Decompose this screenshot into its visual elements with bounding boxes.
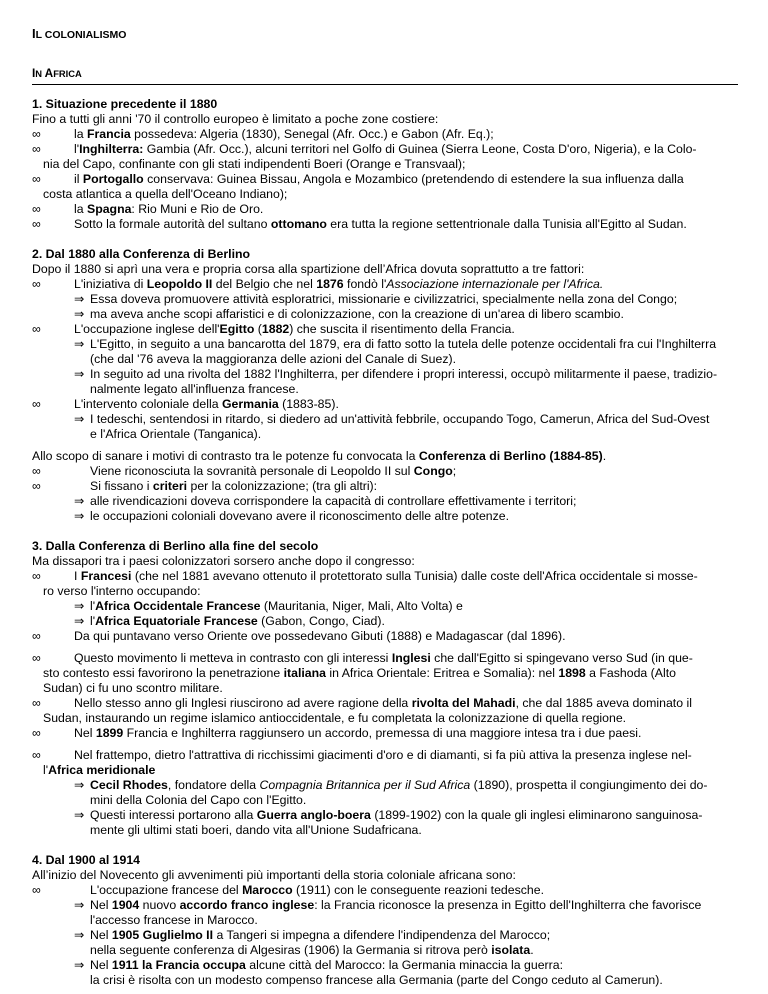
bullet-icon: ∞ [32, 202, 41, 216]
arrow-icon: ⇒ [74, 808, 85, 822]
sub-item: ⇒ Nel 1911 la Francia occupa alcune città del Marocco: la Germania minaccia la guerra: [74, 958, 563, 972]
bullet-icon: ∞ [32, 464, 41, 478]
heading-situazione-1880: 1. Situazione precedente il 1880 [32, 97, 218, 111]
arrow-icon: ⇒ [74, 928, 85, 942]
heading-fine-secolo: 3. Dalla Conferenza di Berlino alla fine del secolo [32, 539, 319, 553]
bullet-icon: ∞ [32, 569, 41, 583]
arrow-icon: ⇒ [74, 898, 85, 912]
list-item-continuation: Sudan) ci fu uno scontro militare. [43, 681, 223, 695]
list-item: ∞ l'Inghilterra: Gambia (Afr. Occ.), alcuni territori nel Golfo di Guinea (Sierra Leone, Costa D'oro, Nigeria), e la Colo- [32, 142, 697, 156]
sub-item: ⇒ ma aveva anche scopi affaristici e di colonizzazione, con la creazione di un'area di libero scambio. [74, 307, 624, 321]
paragraph: Allo scopo di sanare i motivi di contrasto tra le potenze fu convocata la Conferenza di Berlino (1884-85). [32, 449, 607, 463]
arrow-icon: ⇒ [74, 292, 85, 306]
sub-item: ⇒ Questi interessi portarono alla Guerra anglo-boera (1899-1902) con la quale gli inglesi eliminarono sanguinosa- [74, 808, 703, 822]
arrow-icon: ⇒ [74, 509, 85, 523]
bullet-icon: ∞ [32, 322, 41, 336]
sub-item: ⇒ le occupazioni coloniali dovevano avere il riconoscimento delle altre potenze. [74, 509, 510, 523]
arrow-icon: ⇒ [74, 494, 85, 508]
bullet-icon: ∞ [32, 479, 41, 493]
sub-item: ⇒ Essa doveva promuovere attività esploratrici, missionarie e civilizzatrici, specialmente nella zona del Congo; [74, 292, 678, 306]
heading-conferenza-berlino: 2. Dal 1880 alla Conferenza di Berlino [32, 247, 251, 261]
arrow-icon: ⇒ [74, 778, 85, 792]
paragraph: Fino a tutti gli anni '70 il controllo europeo è limitato a poche zone costiere: [32, 112, 439, 126]
page-title: IL COLONIALISMO [32, 26, 127, 41]
arrow-icon: ⇒ [74, 307, 85, 321]
sub-item-continuation: (che dal '76 aveva la maggioranza delle azioni del Canale di Suez). [90, 352, 457, 366]
sub-item: ⇒ In seguito ad una rivolta del 1882 l'Inghilterra, per difendere i propri interessi, occupò militarmente il paese, tradizio- [74, 367, 718, 381]
list-item: ∞ Nello stesso anno gli Inglesi riuscirono ad avere ragione della rivolta del Mahadi, che dal 1885 aveva dominato il [32, 696, 692, 710]
list-item: ∞ Questo movimento li metteva in contrasto con gli interessi Inglesi che dall'Egitto si spingevano verso Sud (in que- [32, 651, 693, 665]
section-title-africa: IN AFRICA [32, 65, 738, 85]
list-item-continuation: sto contesto essi favorirono la penetrazione italiana in Africa Orientale: Eritrea e Somalia): nel 1898 a Fashoda (Alto [43, 666, 676, 680]
sub-item-continuation: mini della Colonia del Capo con l'Egitto. [90, 793, 307, 807]
list-item-continuation: l'Africa meridionale [43, 763, 156, 777]
sub-item-continuation: l'accesso francese in Marocco. [90, 913, 258, 927]
list-item: ∞ Sotto la formale autorità del sultano ottomano era tutta la regione settentrionale dalla Tunisia all'Egitto al Sudan. [32, 217, 687, 231]
arrow-icon: ⇒ [74, 958, 85, 972]
list-item: ∞ la Spagna: Rio Muni e Rio de Oro. [32, 202, 264, 216]
sub-item-continuation: nalmente legato all'influenza francese. [90, 382, 299, 396]
sub-item: ⇒ alle rivendicazioni doveva corrispondere la capacità di controllare effettivamente i territori; [74, 494, 577, 508]
list-item: ∞ Si fissano i criteri per la colonizzazione; (tra gli altri): [32, 479, 378, 493]
list-item: ∞ la Francia possedeva: Algeria (1830), Senegal (Afr. Occ.) e Gabon (Afr. Eq.); [32, 127, 494, 141]
bullet-icon: ∞ [32, 127, 41, 141]
list-item: ∞ Nel frattempo, dietro l'attrattiva di ricchissimi giacimenti d'oro e di diamanti, si fa più attiva la presenza inglese nel- [32, 748, 692, 762]
bullet-icon: ∞ [32, 651, 41, 665]
list-item: ∞ L'intervento coloniale della Germania (1883-85). [32, 397, 339, 411]
bullet-icon: ∞ [32, 172, 41, 186]
list-item: ∞ Viene riconosciuta la sovranità personale di Leopoldo II sul Congo; [32, 464, 457, 478]
paragraph: Ma dissapori tra i paesi colonizzatori sorsero anche dopo il congresso: [32, 554, 415, 568]
bullet-icon: ∞ [32, 397, 41, 411]
arrow-icon: ⇒ [74, 367, 85, 381]
arrow-icon: ⇒ [74, 337, 85, 351]
list-item-continuation: ro verso l'interno occupando: [43, 584, 201, 598]
bullet-icon: ∞ [32, 217, 41, 231]
bullet-icon: ∞ [32, 748, 41, 762]
arrow-icon: ⇒ [74, 599, 85, 613]
sub-item: ⇒ l'Africa Equatoriale Francese (Gabon, Congo, Ciad). [74, 614, 385, 628]
list-item-continuation: Sudan, instaurando un regime islamico antioccidentale, e fu completata la colonizzazione di quella regione. [43, 711, 627, 725]
list-item-continuation: nia del Capo, confinante con gli stati indipendenti Boeri (Orange e Transvaal); [43, 157, 466, 171]
list-item: ∞ Nel 1899 Francia e Inghilterra raggiunsero un accordo, premessa di una maggiore intesa tra i due paesi. [32, 726, 642, 740]
bullet-icon: ∞ [32, 629, 41, 643]
sub-item: ⇒ l'Africa Occidentale Francese (Mauritania, Niger, Mali, Alto Volta) e [74, 599, 463, 613]
sub-item-continuation: e l'Africa Orientale (Tanganica). [90, 427, 262, 441]
list-item: ∞ L'iniziativa di Leopoldo II del Belgio che nel 1876 fondò l'Associazione internazionale per l'Africa. [32, 277, 604, 291]
list-item: ∞ Da qui puntavano verso Oriente ove possedevano Gibuti (1888) e Madagascar (dal 1896). [32, 629, 566, 643]
arrow-icon: ⇒ [74, 412, 85, 426]
list-item: ∞ L'occupazione inglese dell'Egitto (1882) che suscita il risentimento della Francia. [32, 322, 515, 336]
paragraph: All’inizio del Novecento gli avvenimenti più importanti della storia coloniale africana sono: [32, 868, 516, 882]
bullet-icon: ∞ [32, 277, 41, 291]
bullet-icon: ∞ [32, 883, 41, 897]
list-item: ∞ L'occupazione francese del Marocco (1911) con le conseguente reazioni tedesche. [32, 883, 544, 897]
heading-1900-1914: 4. Dal 1900 al 1914 [32, 853, 141, 867]
sub-item: ⇒ L'Egitto, in seguito a una bancarotta del 1879, era di fatto sotto la tutela delle potenze occidentali fra cui l'Inghilterra [74, 337, 717, 351]
bullet-icon: ∞ [32, 726, 41, 740]
sub-item-continuation: mente gli ultimi stati boeri, dando vita all'Unione Sudafricana. [90, 823, 422, 837]
bullet-icon: ∞ [32, 696, 41, 710]
list-item: ∞ I Francesi (che nel 1881 avevano ottenuto il protettorato sulla Tunisia) dalle coste dell'Africa occidentale si mosse- [32, 569, 698, 583]
arrow-icon: ⇒ [74, 614, 85, 628]
sub-item: ⇒ Nel 1905 Guglielmo II a Tangeri si impegna a difendere l'indipendenza del Marocco; [74, 928, 551, 942]
sub-item-continuation: la crisi è risolta con un modesto compenso francese alla Germania (parte del Congo ceduto al Camerun). [90, 973, 663, 987]
paragraph: Dopo il 1880 si aprì una vera e propria corsa alla spartizione dell’Africa dovuta soprattutto a tre fattori: [32, 262, 585, 276]
sub-item: ⇒ Cecil Rhodes, fondatore della Compagnia Britannica per il Sud Africa (1890), prospetta il congiungimento dei do- [74, 778, 708, 792]
sub-item-continuation: nella seguente conferenza di Algesiras (1906) la Germania si ritrova però isolata. [90, 943, 534, 957]
bullet-icon: ∞ [32, 142, 41, 156]
list-item: ∞ il Portogallo conservava: Guinea Bissau, Angola e Mozambico (pretendendo di estendere la sua influenza dalla [32, 172, 684, 186]
sub-item: ⇒ I tedeschi, sentendosi in ritardo, si diedero ad un'attività febbrile, occupando Togo, Camerun, Africa del Sud-Ovest [74, 412, 710, 426]
list-item-continuation: costa atlantica a quella dell'Oceano Indiano); [43, 187, 288, 201]
sub-item: ⇒ Nel 1904 nuovo accordo franco inglese: la Francia riconosce la presenza in Egitto dell'Inghilterra che favorisce [74, 898, 702, 912]
